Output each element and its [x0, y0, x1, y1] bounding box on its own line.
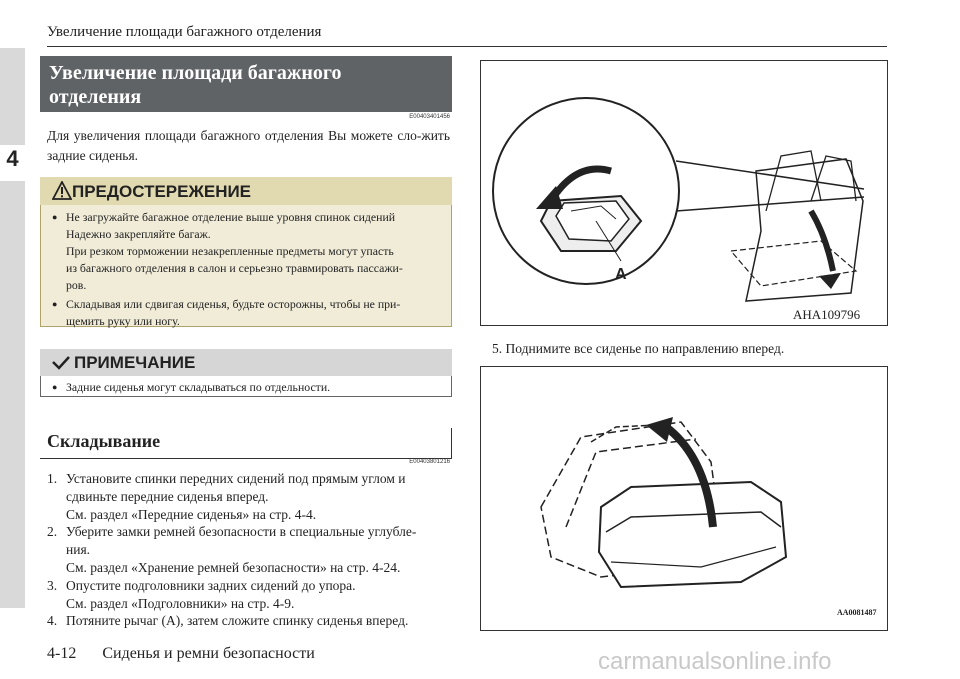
seat-lever-illustration — [481, 61, 887, 325]
figure-code: AA0081487 — [837, 608, 877, 617]
warning-bullet-1 — [52, 209, 448, 294]
step-line: Потяните рычаг (A), затем сложите спинку сиденья вперед. — [66, 613, 409, 629]
step-item — [47, 523, 450, 576]
bullet-icon: ● — [52, 299, 58, 309]
section-banner — [40, 56, 452, 112]
warning-line: Складывая или сдвигая сиденья, будьте осторожны, чтобы не при- — [66, 297, 401, 311]
checkmark-icon — [51, 355, 71, 370]
figure-seat-tumble — [480, 366, 888, 631]
intro-paragraph: Для увеличения площади багажного отделения Вы можете сло-жить задние сиденья. — [47, 128, 450, 163]
step-item — [47, 577, 450, 613]
step-number: 3. — [47, 577, 58, 593]
subsection-code: E00403801216 — [409, 459, 450, 465]
note-title: ПРИМЕЧАНИЕ — [74, 353, 196, 372]
steps-list — [47, 470, 450, 630]
watermark: carmanualsonline.info — [598, 648, 832, 675]
footer — [47, 645, 315, 663]
warning-line: щемить руку или ногу. — [66, 314, 180, 328]
subsection-rule-vertical — [451, 428, 452, 459]
footer-chapter-title: Сиденья и ремни безопасности — [102, 645, 315, 662]
step-5: 5. Поднимите все сиденье по направлению вперед. — [492, 341, 785, 356]
side-strip — [0, 48, 25, 608]
step-line: Опустите подголовники задних сидений до упора. — [66, 577, 356, 593]
header-rule — [47, 46, 887, 47]
warning-line: При резком торможении незакрепленные предметы могут упасть — [66, 244, 394, 258]
warning-line: из багажного отделения в салон и серьезно травмировать пассажи- — [66, 261, 403, 275]
step-line: сдвиньте передние сиденья вперед. — [66, 488, 269, 504]
step-line: См. раздел «Передние сиденья» на стр. 4-4. — [66, 506, 317, 522]
note-text: Задние сиденья могут складываться по отдельности. — [66, 380, 331, 394]
step-number: 2. — [47, 524, 58, 540]
warning-triangle-icon — [52, 181, 72, 200]
warning-line: Не загружайте багажное отделение выше уровня спинок сидений — [66, 210, 396, 224]
step-line: ния. — [66, 542, 91, 558]
subsection-title: Складывание — [47, 431, 161, 451]
step-line: См. раздел «Хранение ремней безопасности» на стр. 4-24. — [66, 559, 401, 575]
section-title-line2: отделения — [49, 86, 142, 108]
bullet-icon: ● — [52, 212, 58, 222]
note-bullet-1 — [52, 379, 448, 396]
warning-title: ПРЕДОСТЕРЕЖЕНИЕ — [72, 182, 252, 201]
step-line: Установите спинки передних сидений под прямым углом и — [66, 471, 406, 486]
figure-lever-release — [480, 60, 888, 326]
section-title-line1: Увеличение площади багажного — [49, 62, 342, 84]
warning-line: ров. — [66, 278, 87, 292]
section-code: E00403401456 — [409, 114, 450, 120]
step-line: Уберите замки ремней безопасности в специальные углубле- — [66, 524, 417, 540]
step-number: 1. — [47, 471, 58, 486]
bullet-icon: ● — [52, 382, 58, 392]
figure-code: AHA109796 — [793, 307, 861, 322]
chapter-number: 4 — [6, 146, 19, 171]
seat-tumble-illustration — [481, 367, 887, 630]
step-item — [47, 612, 450, 630]
step-number: 4. — [47, 613, 58, 629]
page-number: 4-12 — [47, 645, 77, 662]
step-line: См. раздел «Подголовники» на стр. 4-9. — [66, 595, 295, 611]
running-title: Увеличение площади багажного отделения — [47, 24, 322, 40]
figure-callout-label: A — [615, 266, 627, 283]
warning-bullet-2 — [52, 296, 448, 330]
warning-line: Надежно закрепляйте багаж. — [66, 227, 211, 241]
step-item — [47, 470, 450, 523]
